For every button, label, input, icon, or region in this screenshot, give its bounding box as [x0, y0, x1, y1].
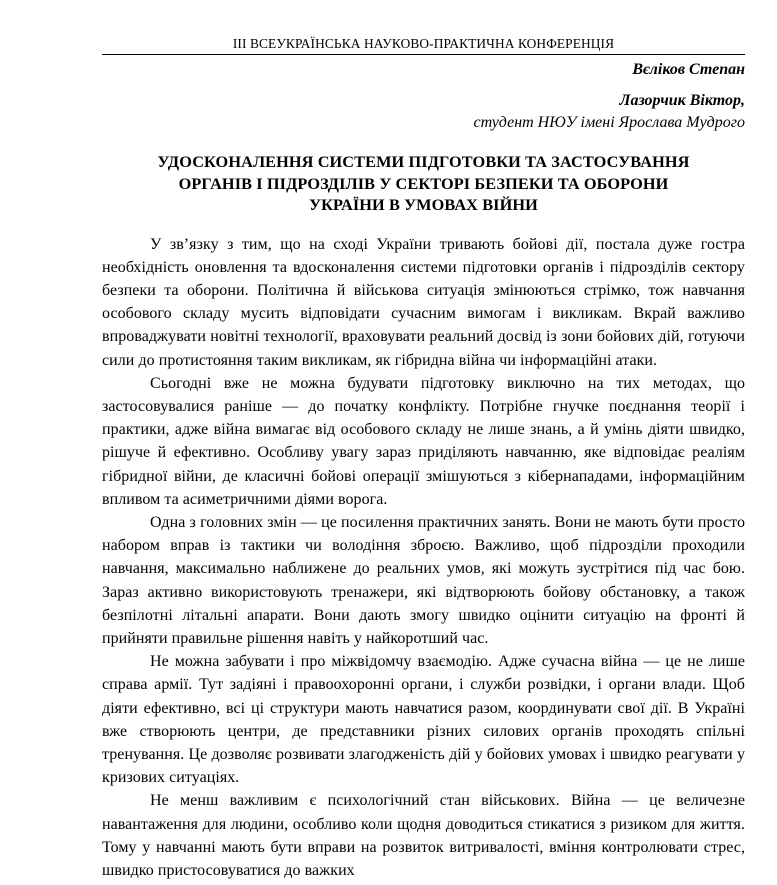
paper-page	[102, 34, 745, 882]
paragraph: У зв’язку з тим, що на сході України тривають бойові дії, постала дуже гостра необхідність оновлення та вдосконалення системи підготовки органів і підрозділів сектору безпеки та оборони. Політична й військова ситуація змінюються стрімко, тож навчання особового складу мусить відповідати сучасним вимогам і викликам. Вкрай важливо впроваджувати новітні технології, враховувати реальний досвід із зони бойових дій, готуючи сили до протистояння таким викликам, як гібридна війна чи інформаційні атаки.	[102, 235, 745, 369]
paragraph: Не можна забувати і про міжвідомчу взаємодію. Адже сучасна війна — це не лише справа армії. Тут задіяні і правоохоронні органи, і служби розвідки, і органи влади. Щоб діяти ефективно, всі ці структури мають навчатися разом, координувати свої дії. В Україні вже створюють центри, де представники різних силових органів проходять спільні тренування. Це дозволяє розвивати злагодженість дій у бойових умовах і швидко реагувати у кризових ситуаціях.	[102, 653, 745, 787]
title-line: УКРАЇНИ В УМОВАХ ВІЙНИ	[309, 195, 538, 214]
author-affiliation: студент НЮУ імені Ярослава Мудрого	[473, 114, 745, 131]
author-name-2: Лазорчик Віктор,	[619, 92, 745, 109]
paragraph: Не менш важливим є психологічний стан військових. Війна — це величезне навантаження для людини, особливо коли щодня доводиться стикатися з ризиком для життя. Тому у навчанні мають бути вправи на розвиток витривалості, вміння контролювати стрес, швидко пристосовуватися до важких	[102, 792, 745, 879]
title-line: УДОСКОНАЛЕННЯ СИСТЕМИ ПІДГОТОВКИ ТА ЗАСТОСУВАННЯ	[157, 152, 690, 171]
running-header: III ВСЕУКРАЇНСЬКА НАУКОВО-ПРАКТИЧНА КОНФЕРЕНЦІЯ	[232, 36, 615, 51]
body-text	[102, 233, 745, 883]
author-name-1: Вєліков Степан	[632, 61, 745, 78]
paper-title	[102, 151, 745, 216]
paragraph: Сьогодні вже не можна будувати підготовку виключно на тих методах, що застосовувалися раніше — до початку конфлікту. Потрібне гнучке поєднання теорії і практики, адже війна вимагає від особового складу не лише знань, а й умінь діяти швидко, рішуче й ефективно. Особливу увагу зараз приділяють навчанню, яке відповідає реаліям гібридної війни, де класичні бойові операції змішуються з кібернападами, інформаційним впливом та асиметричними діями ворога.	[102, 374, 745, 508]
header-rule	[102, 54, 745, 55]
paragraph: Одна з головних змін — це посилення практичних занять. Вони не мають бути просто набором вправ із тактики чи володіння зброєю. Важливо, щоб підрозділи проходили навчання, максимально наближене до реальних умов, які можуть зустрітися під час бою. Зараз активно використовують тренажери, які відтворюють бойову обстановку, а також безпілотні літальні апарати. Вони дають змогу швидко оцінити ситуацію на фронті й прийняти правильне рішення навіть у найкоротший час.	[102, 513, 745, 647]
title-line: ОРГАНІВ І ПІДРОЗДІЛІВ У СЕКТОРІ БЕЗПЕКИ ТА ОБОРОНИ	[178, 173, 669, 193]
